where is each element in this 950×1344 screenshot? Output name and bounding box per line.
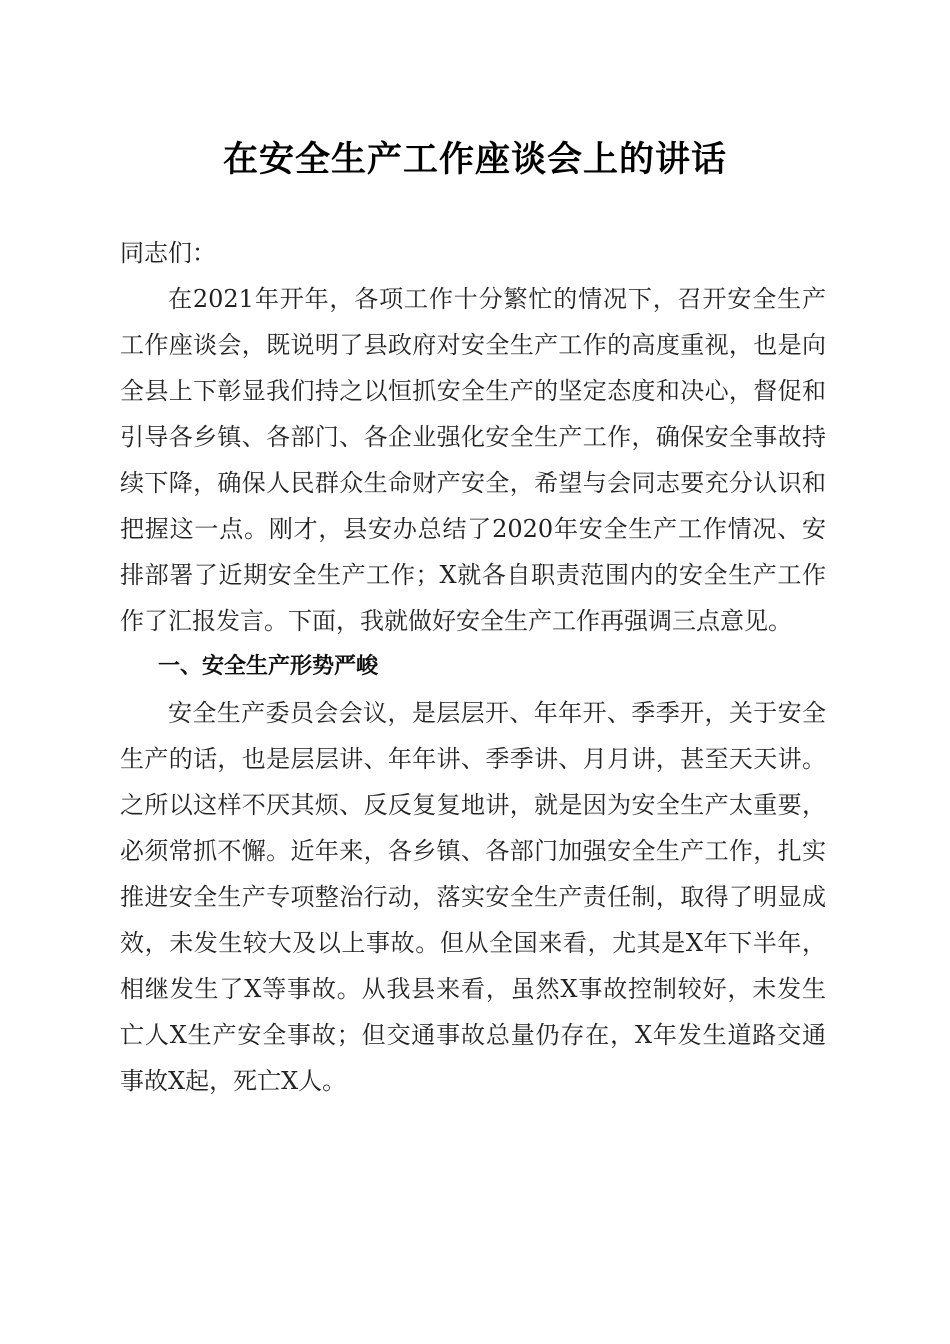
salutation: 同志们： (120, 239, 216, 267)
document-title: 在安全生产工作座谈会上的讲话 (222, 139, 727, 180)
paragraph-opening: 在2021年开年，各项工作十分繁忙的情况下，召开安全生产工作座谈会，既说明了县政府对安全生产工作的高度重视，也是向全县上下彰显我们持之以恒抓安全生产的坚定态度和决心，督促和引导各乡镇、各部门、各企业强化安全生产工作，确保安全事故持续下降，确保人民群众生命财产安全，希望与会同志要充分认识和把握这一点。刚才，县安办总结了2020年安全生产工作情况、安排部署了近期安全生产工作；X就各自职责范围内的安全生产工作作了汇报发言。下面，我就做好安全生产工作再强调三点意见。 (120, 285, 826, 635)
document-body (120, 230, 826, 1104)
paragraph-situation: 安全生产委员会会议，是层层开、年年开、季季开，关于安全生产的话，也是层层讲、年年讲、季季讲、月月讲，甚至天天讲。之所以这样不厌其烦、反反复复地讲，就是因为安全生产太重要，必须常抓不懈。近年来，各乡镇、各部门加强安全生产工作，扎实推进安全生产专项整治行动，落实安全生产责任制，取得了明显成效，未发生较大及以上事故。但从全国来看，尤其是X年下半年，相继发生了X等事故。从我县来看，虽然X事故控制较好，未发生亡人X生产安全事故；但交通事故总量仍存在，X年发生道路交通事故X起，死亡X人。 (120, 699, 826, 1095)
section-heading-1: 一、安全生产形势严峻 (158, 654, 379, 679)
